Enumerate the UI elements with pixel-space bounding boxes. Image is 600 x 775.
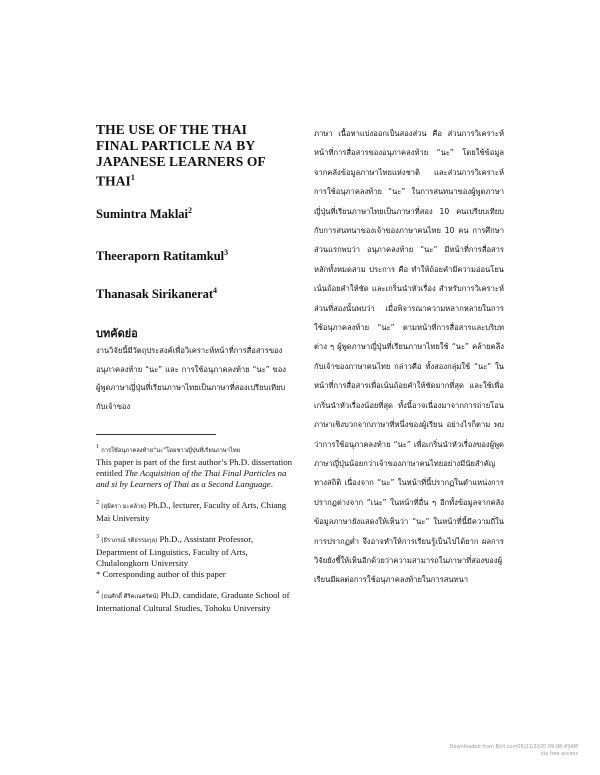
paper-title bbox=[96, 122, 286, 190]
footnote-3-marker: 3 bbox=[96, 533, 99, 540]
footnote-1-text-a: This paper is part of the first author’s Ph.D. dissertation entitled bbox=[96, 456, 293, 478]
footnote-1-italic: The Acquisition of the Thai Final Particles na and si by Learners of Thai as a Second Language bbox=[96, 467, 287, 489]
footnotes bbox=[96, 442, 296, 622]
author-3-name: Thanasak Sirikanerat bbox=[96, 287, 214, 302]
title-line-2-suffix: BY bbox=[232, 138, 256, 153]
footnote-3-text: Ph.D., Assistant Professor, Department of Linguistics, Faculty of Arts, Chulalongkorn University bbox=[96, 533, 254, 568]
footnote-3 bbox=[96, 532, 296, 580]
download-notice-line-2: via free access bbox=[540, 751, 578, 757]
left-column bbox=[96, 122, 293, 613]
footnote-1-marker: 1 bbox=[96, 444, 99, 450]
title-line-1: THE USE OF THE THAI bbox=[96, 122, 247, 137]
footnote-1-text-b: . bbox=[270, 478, 273, 489]
author-3 bbox=[96, 286, 217, 302]
abstract-continued-text: ภาษา เนื้อหาแบ่งออกเป็นสองส่วน คือ ส่วนการวิเคราะห์หน้าที่การสื่อสารของอนุภาคลงท้าย “นะ” โดยใช้ข้อมูลจากคลังข้อมูลภาษาไทยแห่งชาติ และส่วนการวิเคราะห์การใช้อนุภาคลงท้าย “นะ” ในการสนทนาของผู้พูดภาษาญี่ปุ่นที่เรียนภาษาไทยเป็นภาษาที่สอง 10 คนเปรียบเทียบกับการสนทนาของเจ้าของภาษาคนไทย 10 คน การศึกษาส่วนแรกพบว่า อนุภาคลงท้าย “นะ” มีหน้าที่การสื่อสารหลักทั้งหมดสาม ประการ คือ ทำให้ถ้อยคำมีความอ่อนโยน เน้นถ้อยคำให้ชัด และเกริ่นนำหัวเรื่อง สำหรับการวิเคราะห์ส่วนที่สองนั้นพบว่า เมื่อพิจารณาความหลากหลายในการใช้อนุภาคลงท้าย “นะ” ตามหน้าที่การสื่อสารและบริบทต่าง ๆ ผู้พูดภาษาญี่ปุ่นที่เรียนภาษาไทยใช้ “นะ” คล้ายคลึงกับเจ้าของภาษาคนไทย กล่าวคือ ทั้งสองกลุ่มใช้ “นะ” ในหน้าที่การสื่อสารเพื่อเน้นถ้อยคำให้ชัดมากที่สุด และใช้เพื่อเกริ่นนำหัวเรื่องน้อยที่สุด ทั้งนี้อาจเนื่องมาจากการถ่ายโอนภาษาเชิงบวกจากภาษาที่หนึ่งของผู้เรียน อย่างไรก็ตาม พบว่าการใช้อนุภาคลงท้าย “นะ” เพื่อเกริ่นนำหัวเรื่องของผู้พูดภาษาญี่ปุ่นน้อยกว่าเจ้าของภาษาคนไทยอย่างมีนัยสำคัญทางสถิติ เนื่องจาก “นะ” ในหน้าที่นี้ปรากฏในตำแหน่งการปรากฏต่างจาก “เนะ” ในหน้าที่อื่น ๆ อีกทั้งข้อมูลจากคลังข้อมูลภาษายังแสดงให้เห็นว่า “นะ” ในหน้าที่นี้มีความถี่ในการปรากฏต่ำ จึงอาจทำให้การเรียนรู้เป็นไปได้ยาก ผลการวิจัยยังชี้ให้เห็นอีกด้วยว่าความสามารถในภาษาที่สองของผู้เรียนมีผลต่อการใช้อนุภาคลงท้ายในการสนทนา bbox=[314, 129, 504, 585]
title-line-2-prefix: FINAL PARTICLE bbox=[96, 138, 214, 153]
footnote-2 bbox=[96, 498, 296, 524]
footnote-3-corresponding: * Corresponding author of this paper bbox=[96, 568, 226, 579]
footnote-divider bbox=[96, 434, 216, 435]
author-2 bbox=[96, 248, 228, 264]
footnote-4 bbox=[96, 588, 296, 614]
footnote-4-marker: 4 bbox=[96, 589, 99, 596]
footnote-2-thai: (สุมิตรา มะคล้าย) bbox=[101, 503, 147, 510]
author-3-marker: 4 bbox=[213, 286, 218, 295]
footnote-2-text: Ph.D., lecturer, Faculty of Arts, Chiang Mai University bbox=[96, 499, 287, 523]
author-1-name: Sumintra Maklai bbox=[96, 207, 189, 222]
author-2-marker: 3 bbox=[224, 248, 229, 257]
right-column bbox=[314, 124, 504, 590]
title-line-4: THAI bbox=[96, 173, 131, 189]
author-1 bbox=[96, 206, 192, 222]
author-1-marker: 2 bbox=[188, 206, 193, 215]
title-line-3: JAPANESE LEARNERS OF bbox=[96, 154, 266, 169]
footnote-2-marker: 2 bbox=[96, 499, 99, 506]
title-footnote-marker: 1 bbox=[130, 173, 136, 182]
footnote-4-text: Ph.D. candidate, Graduate School of International Cultural Studies, Tohoku University bbox=[96, 589, 290, 613]
download-notice-line-1: Downloaded from Brill.com05/21/2020 09:08:45AM bbox=[449, 744, 578, 750]
title-line-2-italic: NA bbox=[213, 138, 233, 153]
author-2-name: Theeraporn Ratitamkul bbox=[96, 249, 225, 264]
download-notice bbox=[450, 744, 578, 758]
abstract-text: งานวิจัยนี้มีวัตถุประสงค์เพื่อวิเคราะห์หน้าที่การสื่อสารของอนุภาคลงท้าย “นะ” และ การใช้อนุภาคลงท้าย “นะ” ของผู้พูดภาษาญี่ปุ่นที่เรียนภาษาไทยเป็นภาษาที่สองเปรียบเทียบกับเจ้าของ bbox=[96, 346, 286, 411]
footnote-1 bbox=[96, 442, 296, 490]
footnote-4-thai: (ธนศักดิ์ ศิริคเณศรัตน์) bbox=[101, 593, 159, 600]
footnote-1-thai: การใช้อนุภาคลงท้าย“นะ”โดยชาวญี่ปุ่นที่เรียนภาษาไทย bbox=[101, 447, 241, 454]
footnote-3-thai: (ธีราภรณ์ รติธรรมกุล) bbox=[101, 537, 158, 544]
abstract-heading: บทคัดย่อ bbox=[96, 328, 138, 340]
